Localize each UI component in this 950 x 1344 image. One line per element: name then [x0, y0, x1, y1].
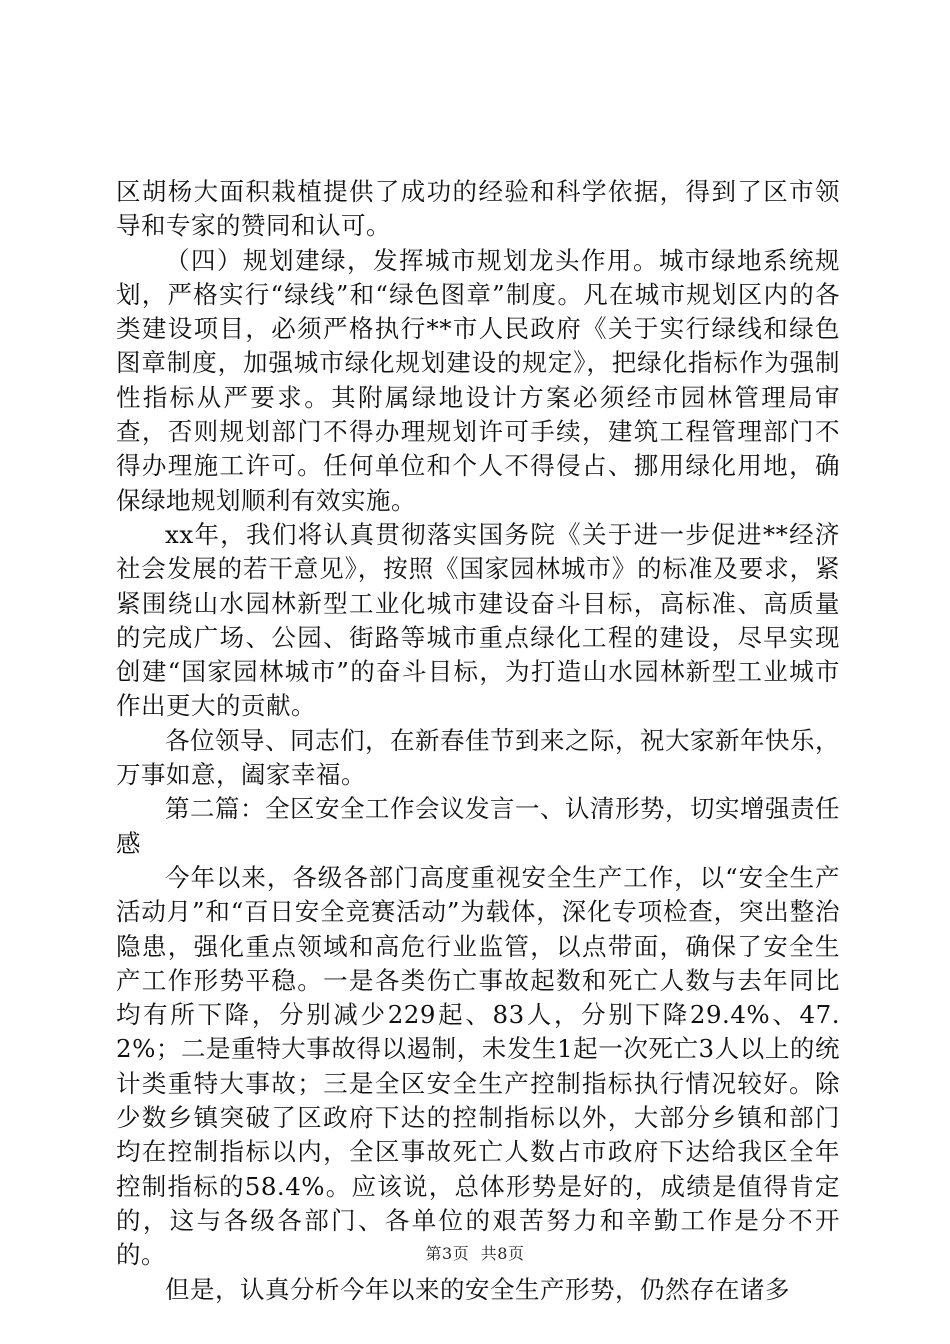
body-paragraph: xx年，我们将认真贯彻落实国务院《关于进一步促进**经济社会发展的若干意见》，按照《国家园林城市》的标准及要求，紧紧围绕山水园林新型工业化城市建设奋斗目标，高标准、高质量的完成广场、公园、街路等城市重点绿化工程的建设，尽早实现创建“国家园林城市”的奋斗目标，为打造山水园林新型工业城市作出更大的贡献。 — [116, 519, 840, 721]
body-paragraph: 今年以来，各级各部门高度重视安全生产工作，以“安全生产活动月”和“百日安全竞赛活动”为载体，深化专项检查，突出整治隐患，强化重点领域和高危行业监管，以点带面，确保了安全生产工作形势平稳。一是各类伤亡事故起数和死亡人数与去年同比均有所下降，分别减少229起、83人，分别下降29.4%、47.2%；二是重特大事故得以遏制，未发生1起一次死亡3人以上的统计类重特大事故；三是全区安全生产控制指标执行情况较好。除少数乡镇突破了区政府下达的控制指标以外，大部分乡镇和部门均在控制指标以内，全区事故死亡人数占市政府下达给我区全年控制指标的58.4%。应该说，总体形势是好的，成绩是值得肯定的，这与各级各部门、各单位的艰苦努力和辛勤工作是分不开的。 — [116, 862, 840, 1270]
body-paragraph: 各位领导、同志们，在新春佳节到来之际，祝大家新年快乐，万事如意，阖家幸福。 — [116, 725, 840, 790]
page-number: 第3页 — [425, 1244, 470, 1263]
page-total: 共8页 — [480, 1244, 525, 1263]
body-paragraph: 但是，认真分析今年以来的安全生产形势，仍然存在诸多 — [165, 1274, 790, 1304]
document-body — [116, 175, 840, 1307]
body-paragraph: 第二篇：全区安全工作会议发言一、认清形势，切实增强责任感 — [116, 794, 840, 858]
body-paragraph: （四）规划建绿，发挥城市规划龙头作用。城市绿地系统规划，严格实行“绿线”和“绿色图章”制度。凡在城市规划区内的各类建设项目，必须严格执行**市人民政府《关于实行绿线和绿色图章制度，加强城市绿化规划建设的规定》，把绿化指标作为强制性指标从严要求。其附属绿地设计方案必须经市园林管理局审查，否则规划部门不得办理规划许可手续，建筑工程管理部门不得办理施工许可。任何单位和个人不得侵占、挪用绿化用地，确保绿地规划顺利有效实施。 — [116, 245, 840, 515]
page-footer — [0, 1244, 950, 1264]
body-paragraph: 区胡杨大面积栽植提供了成功的经验和科学依据，得到了区市领导和专家的赞同和认可。 — [116, 177, 840, 241]
